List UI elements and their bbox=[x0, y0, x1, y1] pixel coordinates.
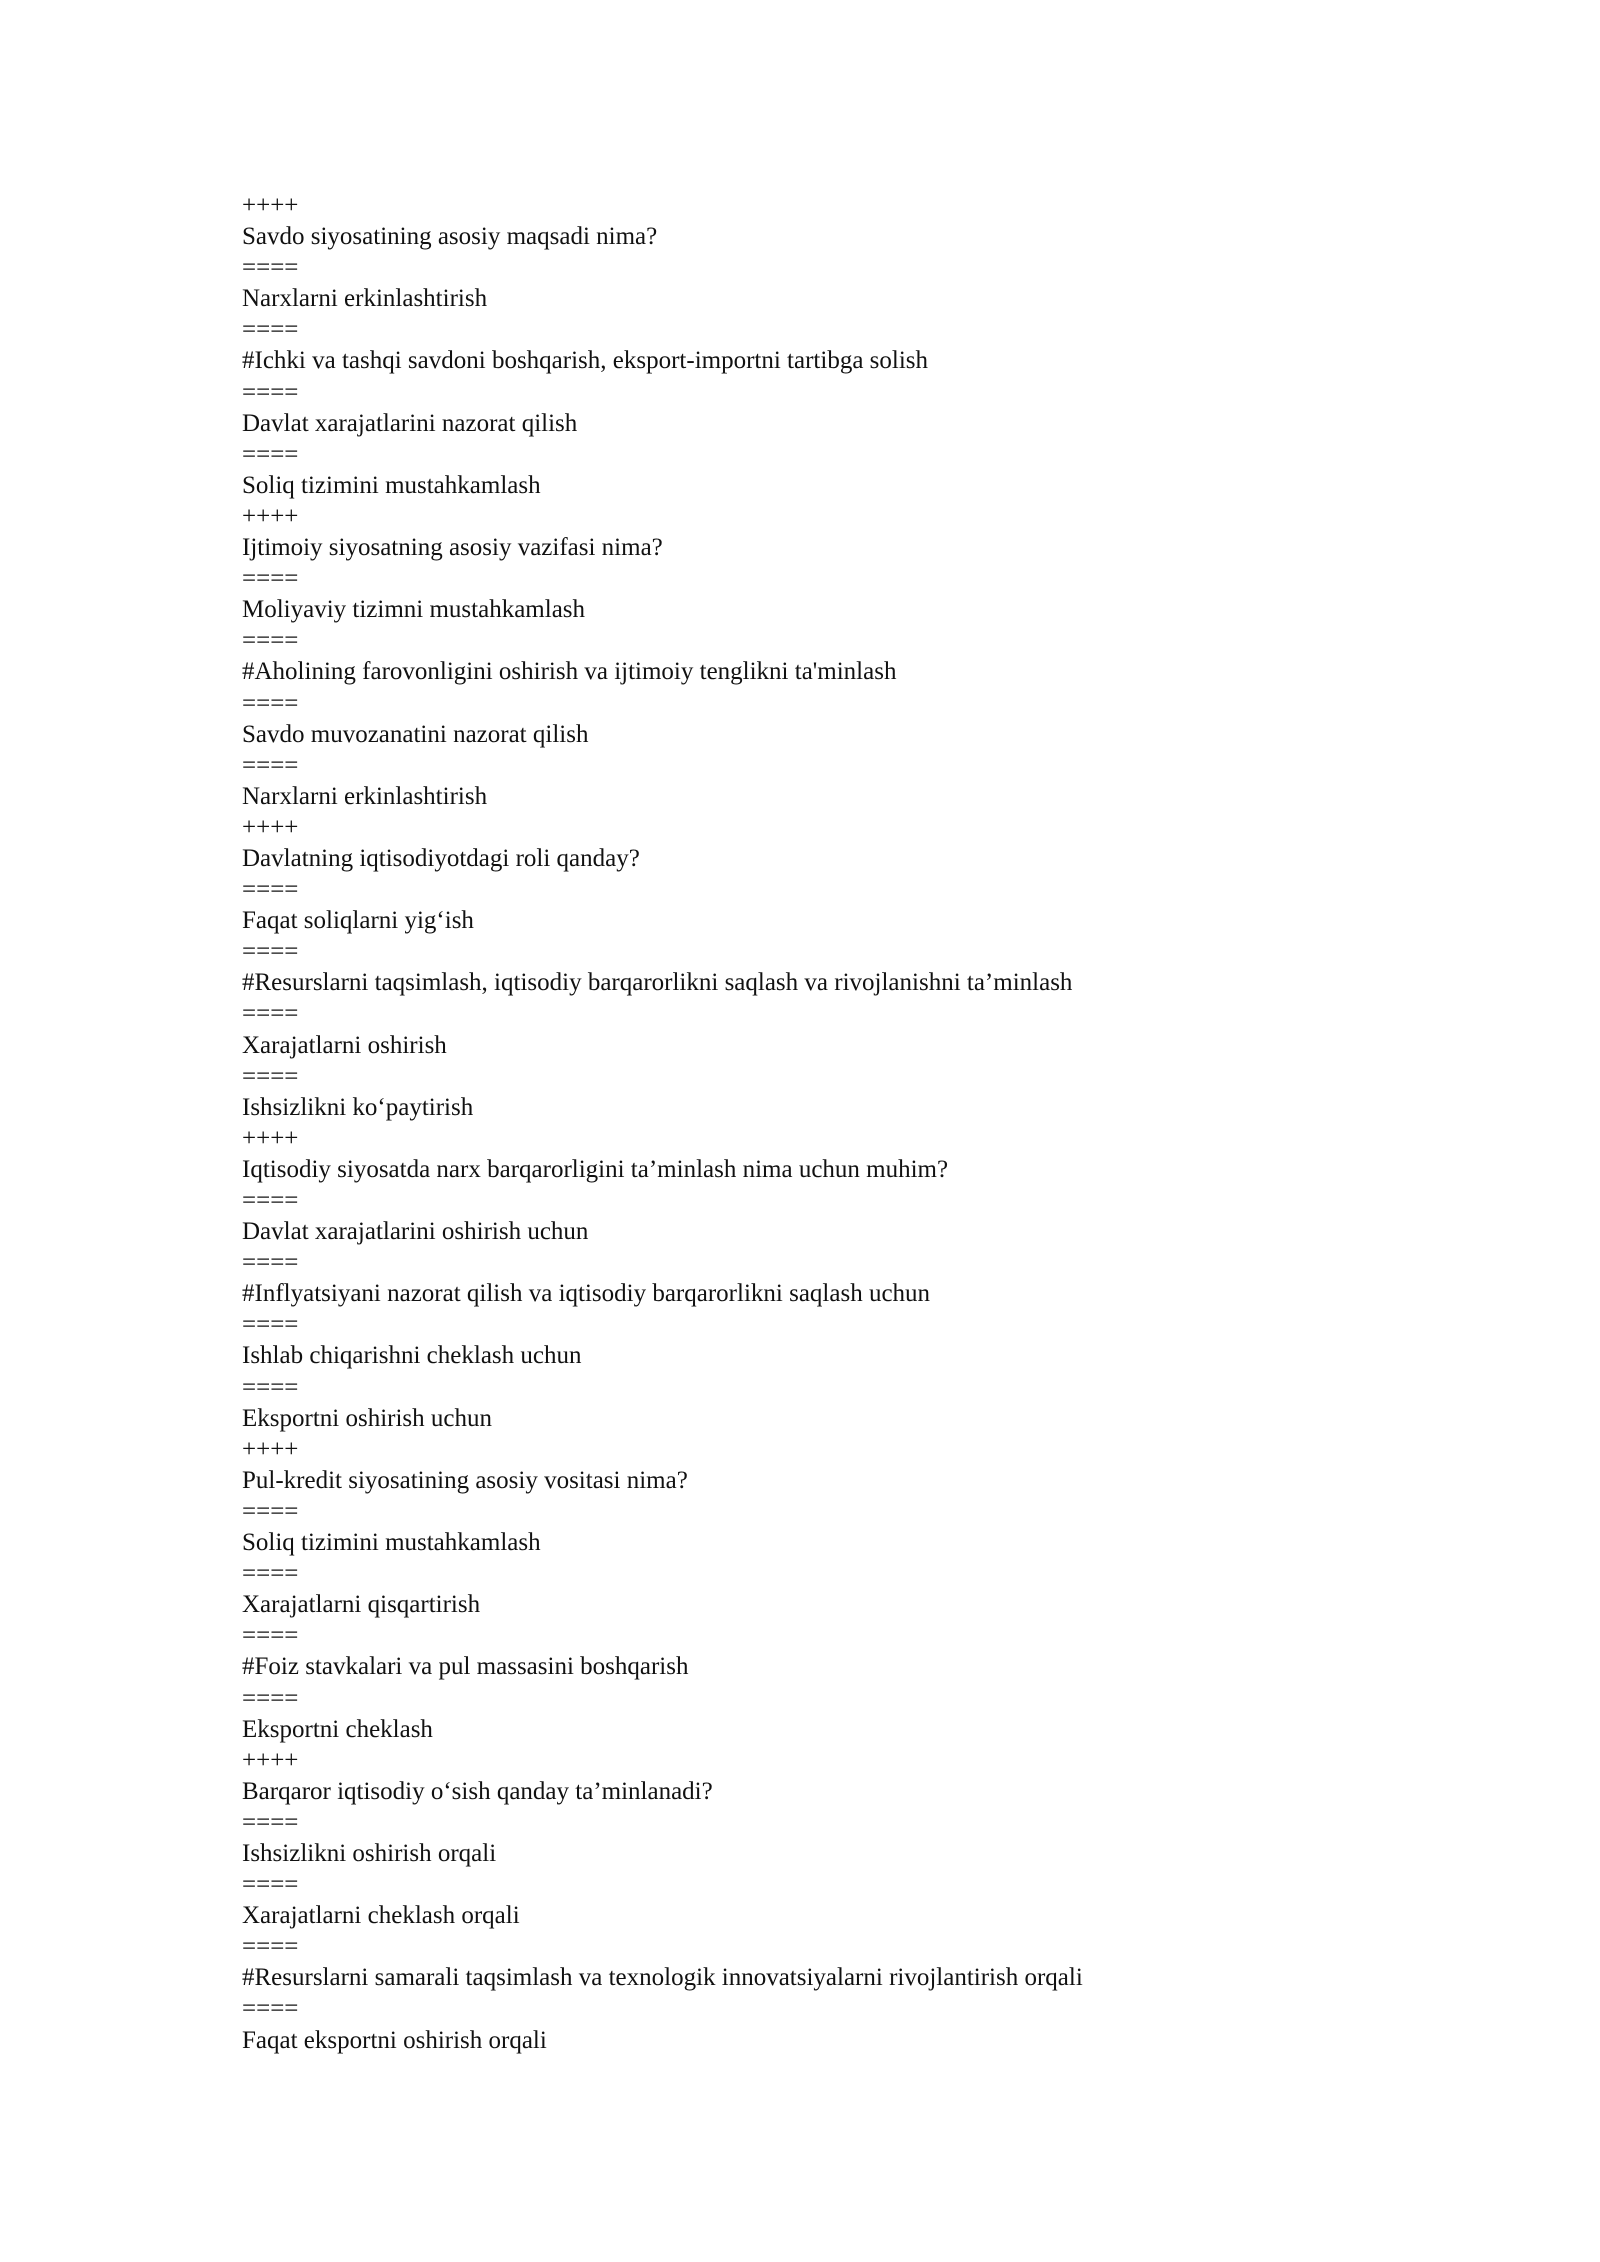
option-separator: ==== bbox=[242, 1062, 299, 1090]
answer-option: Narxlarni erkinlashtirish bbox=[242, 782, 488, 810]
option-separator: ==== bbox=[242, 1187, 299, 1214]
answer-option: Soliq tizimini mustahkamlash bbox=[242, 1529, 541, 1557]
answer-option: Eksportni cheklash bbox=[242, 1715, 433, 1743]
correct-answer-option: #Foiz stavkalari va pul massasini boshqarish bbox=[242, 1653, 689, 1681]
answer-option: Savdo muvozanatini nazorat qilish bbox=[242, 720, 589, 748]
option-separator: ==== bbox=[242, 751, 299, 779]
question-separator: ++++ bbox=[242, 1435, 299, 1463]
option-separator: ==== bbox=[242, 1249, 299, 1277]
option-separator: ==== bbox=[242, 1373, 299, 1401]
correct-answer-option: #Inflyatsiyani nazorat qilish va iqtisodiy barqarorlikni saqlash uchun bbox=[242, 1280, 931, 1308]
option-separator: ==== bbox=[242, 1808, 299, 1836]
question-separator: ++++ bbox=[242, 813, 299, 841]
option-separator: ==== bbox=[242, 1933, 299, 1961]
answer-option: Soliq tizimini mustahkamlash bbox=[242, 471, 541, 499]
document-body bbox=[242, 190, 1402, 2056]
question-text: Pul-kredit siyosatining asosiy vositasi nima? bbox=[242, 1466, 688, 1494]
answer-option: Ishsizlikni ko‘paytirish bbox=[242, 1093, 474, 1121]
answer-option: Ishsizlikni oshirish orqali bbox=[242, 1839, 497, 1867]
question-separator: ++++ bbox=[242, 192, 299, 219]
option-separator: ==== bbox=[242, 1871, 299, 1899]
question-text: Davlatning iqtisodiyotdagi roli qanday? bbox=[242, 844, 640, 872]
question-separator: ++++ bbox=[242, 502, 299, 530]
option-separator: ==== bbox=[242, 1995, 299, 2023]
answer-option: Davlat xarajatlarini nazorat qilish bbox=[242, 409, 578, 437]
answer-option: Xarajatlarni qisqartirish bbox=[242, 1591, 481, 1619]
answer-option: Faqat soliqlarni yig‘ish bbox=[242, 907, 474, 935]
question-text: Savdo siyosatining asosiy maqsadi nima? bbox=[242, 223, 658, 251]
answer-option: Faqat eksportni oshirish orqali bbox=[242, 2026, 547, 2054]
option-separator: ==== bbox=[242, 1560, 299, 1588]
answer-option: Davlat xarajatlarini oshirish uchun bbox=[242, 1218, 589, 1246]
question-text: Ijtimoiy siyosatning asosiy vazifasi nima? bbox=[242, 534, 663, 562]
question-separator: ++++ bbox=[242, 1124, 299, 1152]
correct-answer-option: #Resurslarni taqsimlash, iqtisodiy barqarorlikni saqlash va rivojlanishni ta’minlash bbox=[242, 969, 1073, 997]
answer-option: Ishlab chiqarishni cheklash uchun bbox=[242, 1342, 582, 1370]
answer-option: Moliyaviy tizimni mustahkamlash bbox=[242, 596, 586, 624]
option-separator: ==== bbox=[242, 1497, 299, 1525]
option-separator: ==== bbox=[242, 689, 299, 717]
option-separator: ==== bbox=[242, 316, 299, 344]
answer-option: Eksportni oshirish uchun bbox=[242, 1404, 492, 1432]
answer-option: Xarajatlarni oshirish bbox=[242, 1031, 447, 1059]
correct-answer-option: #Resurslarni samarali taqsimlash va texnologik innovatsiyalarni rivojlantirish orqali bbox=[242, 1964, 1083, 1992]
option-separator: ==== bbox=[242, 1684, 299, 1712]
answer-option: Xarajatlarni cheklash orqali bbox=[242, 1902, 520, 1930]
answer-option: Narxlarni erkinlashtirish bbox=[242, 285, 488, 313]
question-text: Iqtisodiy siyosatda narx barqarorligini ta’minlash nima uchun muhim? bbox=[242, 1155, 949, 1183]
option-separator: ==== bbox=[242, 565, 299, 593]
question-separator: ++++ bbox=[242, 1746, 299, 1774]
option-separator: ==== bbox=[242, 1311, 299, 1339]
correct-answer-option: #Ichki va tashqi savdoni boshqarish, eksport-importni tartibga solish bbox=[242, 347, 929, 375]
option-separator: ==== bbox=[242, 378, 299, 406]
option-separator: ==== bbox=[242, 876, 299, 904]
option-separator: ==== bbox=[242, 1000, 299, 1028]
option-separator: ==== bbox=[242, 254, 299, 282]
option-separator: ==== bbox=[242, 627, 299, 655]
correct-answer-option: #Aholining farovonligini oshirish va ijtimoiy tenglikni ta'minlash bbox=[242, 658, 897, 686]
option-separator: ==== bbox=[242, 1622, 299, 1650]
option-separator: ==== bbox=[242, 440, 299, 468]
question-text: Barqaror iqtisodiy o‘sish qanday ta’minlanadi? bbox=[242, 1777, 713, 1805]
option-separator: ==== bbox=[242, 938, 299, 966]
